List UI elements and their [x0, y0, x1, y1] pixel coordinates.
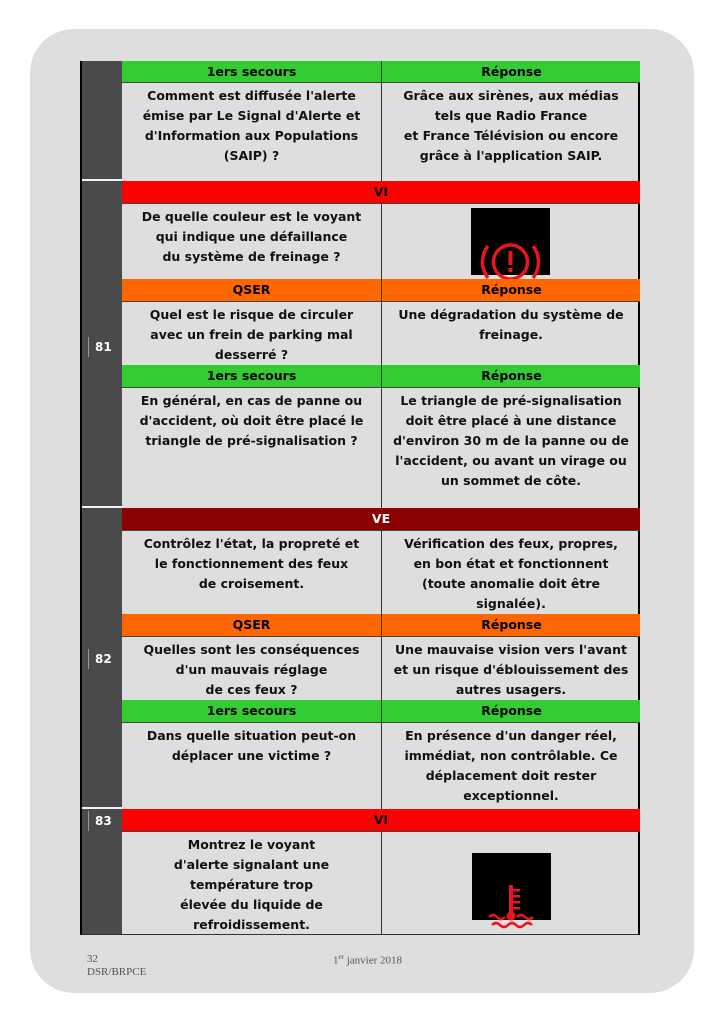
qa-row: [122, 82, 640, 181]
header-label-reponse: Réponse: [381, 365, 641, 387]
question-text: Quel est le risque de circuler avec un frein de parking mal desserré ?: [149, 307, 354, 362]
footer-org: DSR/BRPCE: [87, 966, 147, 978]
page-number: 32: [87, 953, 98, 965]
header-label: QSER: [232, 617, 271, 632]
header-label-reponse: Réponse: [381, 61, 641, 83]
number-column: [82, 61, 122, 934]
answer-text: Une mauvaise vision vers l'avant et un risque d'éblouissement des autres usagers.: [381, 637, 640, 701]
header-label: VE: [371, 511, 391, 526]
category-header-ve: [122, 508, 640, 530]
category-header-vi: [122, 181, 640, 203]
header-label-reponse: Réponse: [381, 279, 641, 301]
header-label: 1ers secours: [206, 368, 297, 383]
footer-date: [333, 953, 402, 967]
qa-row: [122, 530, 640, 615]
question-text: Contrôlez l'état, la propreté et le fonctionnement des feux de croisement.: [143, 536, 360, 591]
category-header-vi: [122, 809, 640, 831]
question-text: Montrez le voyant d'alerte signalant une température trop élevée du liquide de refroidissement.: [173, 837, 330, 932]
section-separator: [82, 807, 122, 809]
qa-row: [122, 301, 640, 365]
qa-row: [122, 387, 640, 508]
answer-text: Vérification des feux, propres, en bon état et fonctionnent (toute anomalie doit être signalée).: [381, 531, 640, 615]
coolant-temperature-warning-icon: [472, 853, 551, 920]
answer-cell: [381, 832, 640, 935]
question-text: Comment est diffusée l'alerte émise par Le Signal d'Alerte et d'Information aux Populations (SAIP) ?: [142, 88, 361, 163]
header-label: QSER: [232, 282, 271, 297]
header-label: 1ers secours: [206, 703, 297, 718]
section-number-81: 81: [88, 337, 125, 357]
question-text: Dans quelle situation peut-on déplacer une victime ?: [146, 728, 357, 763]
section-separator: [82, 506, 122, 508]
brake-warning-icon: [471, 208, 550, 275]
section-number-82: 82: [88, 649, 125, 669]
category-header-1ers-secours: [122, 61, 640, 83]
header-label-reponse: Réponse: [381, 614, 641, 636]
qa-row: [122, 203, 640, 280]
question-text: En général, en cas de panne ou d'accident, où doit être placé le triangle de pré-signalisation ?: [139, 393, 364, 448]
question-table: [80, 61, 640, 935]
qa-row: [122, 831, 640, 935]
qa-row: [122, 636, 640, 701]
date-day: 1: [333, 954, 339, 967]
date-ordinal: er: [338, 953, 344, 961]
category-header-1ers-secours: [122, 700, 640, 722]
category-header-qser: [122, 279, 640, 301]
answer-text: Une dégradation du système de freinage.: [381, 302, 640, 365]
answer-text: Le triangle de pré-signalisation doit être placé à une distance d'environ 30 m de la panne ou de l'accident, ou avant un virage ou un sommet de côte.: [381, 388, 640, 508]
question-text: Quelles sont les conséquences d'un mauvais réglage de ces feux ?: [143, 642, 360, 697]
answer-cell: [381, 204, 640, 280]
category-header-qser: [122, 614, 640, 636]
category-header-1ers-secours: [122, 365, 640, 387]
header-label-reponse: Réponse: [381, 700, 641, 722]
section-number-83: 83: [88, 811, 125, 831]
answer-text: En présence d'un danger réel, immédiat, non contrôlable. Ce déplacement doit rester exceptionnel.: [381, 723, 640, 809]
header-label: 1ers secours: [206, 64, 297, 79]
answer-text: Grâce aux sirènes, aux médias tels que Radio France et France Télévision ou encore grâce à l'application SAIP.: [381, 83, 640, 181]
qa-row: [122, 722, 640, 809]
header-label: VI: [373, 812, 389, 827]
header-label: VI: [373, 184, 389, 199]
question-text: De quelle couleur est le voyant qui indique une défaillance du système de freinage ?: [141, 209, 362, 264]
section-separator: [82, 179, 122, 181]
date-month-year: janvier 2018: [343, 954, 402, 967]
